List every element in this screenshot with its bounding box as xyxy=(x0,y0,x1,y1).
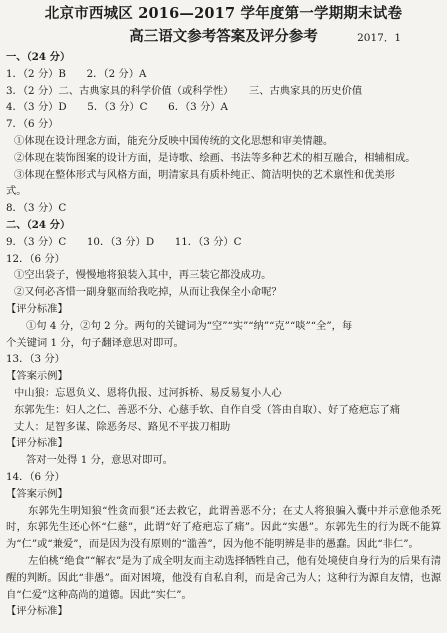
answer-point: ②体现在装饰图案的设计方面，是诗歌、绘画、书法等多种艺术的相互融合，相辅相成。 xyxy=(14,151,416,164)
question-number: 12．（6 分） xyxy=(6,252,65,265)
question-number: 7．（6 分） xyxy=(6,118,59,131)
scoring-text: 答对一处得 1 分，意思对即可。 xyxy=(26,454,173,467)
answer-paragraph: 东郭先生明知狼“性贪而狠”还去救它，此谓善恶不分；在丈人将狼骗入囊中并示意他杀死时，东郭先生还心怀“仁慈”，此谓“好了疮疤忘了痛”。因此“实愚”。东郭先生的行为既不能算为“仁”或“兼爱”，而是因为没有原则的“滥善”，因为他不能明辨是非的愚蠢。因此“非仁”。 xyxy=(6,504,441,551)
document-date: 2017．1 xyxy=(357,32,401,44)
question-number: 14．（6 分） xyxy=(6,470,65,483)
scoring-standard-label: 【评分标准】 xyxy=(6,605,68,618)
answer-line: 8．（3 分）C xyxy=(6,202,67,215)
section-heading: 二、（24 分） xyxy=(6,218,71,231)
answer-point: 东郭先生：妇人之仁、善恶不分、心慈手软、自作自受（答由自取）、好了疮疤忘了痛 xyxy=(14,403,401,416)
answer-point: ①体现在设计理念方面，能充分反映中国传统的文化思想和审美情趣。 xyxy=(14,134,334,147)
answer-body xyxy=(6,49,441,620)
scoring-text: 个关键词 1 分，句子翻译意思对即可。 xyxy=(6,336,184,349)
subtitle-row xyxy=(6,25,441,49)
scoring-text: ①句 4 分，②句 2 分。两句的关键词为“空”“实”“纳”“克”“啖”“全”，每 xyxy=(26,319,353,332)
answer-example-label: 【答案示例】 xyxy=(6,487,68,500)
answer-point: 中山狼：忘恩负义、恩将仇报、过河拆桥、易反易复小人心 xyxy=(14,386,282,399)
document-title: 北京市西城区 2016—2017 学年度第一学期期末试卷 xyxy=(44,5,403,22)
answer-line: 3．（2 分）二、古典家具的科学价值（或科学性） 三、古典家具的历史价值 xyxy=(6,84,363,97)
answer-example-label: 【答案示例】 xyxy=(6,370,68,383)
answer-line: 4．（3 分）D 5．（3 分）C 6．（3 分）A xyxy=(6,101,228,114)
scoring-standard-label: 【评分标准】 xyxy=(6,302,68,315)
question-number: 13．（3 分） xyxy=(6,353,65,366)
answer-line: 9．（3 分）C 10．（3 分）D 11．（3 分）C xyxy=(6,235,242,248)
answer-point: ①空出袋子，慢慢地将狼装入其中，再三装它都没成功。 xyxy=(14,269,272,282)
answer-point: ③体现在整体形式与风格方面，明清家具有质朴纯正、简洁明快的艺术禀性和优美形 xyxy=(14,168,395,181)
answer-point-continued: 式。 xyxy=(6,185,27,198)
scoring-standard-label: 【评分标准】 xyxy=(6,437,68,450)
section-heading: 一、（24 分） xyxy=(6,51,71,63)
document-subtitle: 高三语文参考答案及评分参考 xyxy=(129,28,318,45)
answer-point: 丈人：足智多谋、除恶务尽、路见不平拔刀相助 xyxy=(14,420,231,433)
answer-line: 1．（2 分）B 2．（2 分）A xyxy=(6,67,147,80)
answer-paragraph: 左伯桃“绝食”“解衣”是为了成全明友而主动选择牺牲自己，他有处境使自身行为的后果有清醒的判断。因此“非愚”。面对困境，他没有自私自利，而是舍己为人；这种行为源自友情，也源自“仁爱”这种高尚的道德。因此“实仁”。 xyxy=(6,554,441,601)
answer-point: ②又何必吝惜一副身躯而给我吃掉，从而让我保全小命呢？ xyxy=(14,286,282,299)
